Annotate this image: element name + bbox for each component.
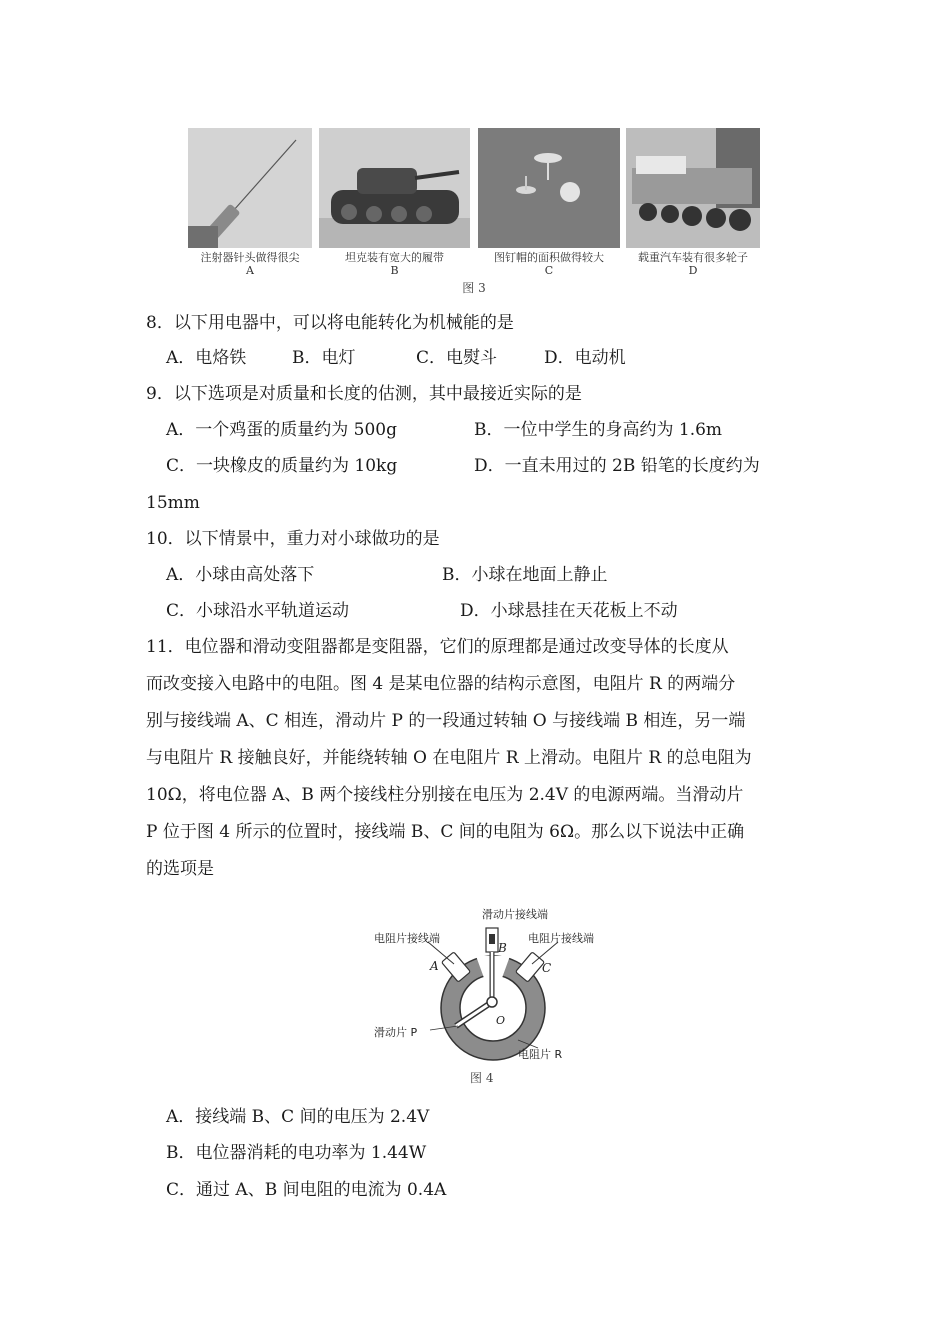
q8-stem: 8．以下用电器中，可以将电能转化为机械能的是 <box>146 313 514 333</box>
caption-b: 坦克装有宽大的履带 B <box>345 251 444 277</box>
q8-option-d: D．电动机 <box>544 348 626 368</box>
caption-c: 图钉帽的面积做得较大 C <box>494 251 604 277</box>
q11-line-1: 11．电位器和滑动变阻器都是变阻器，它们的原理都是通过改变导体的长度从 <box>146 637 729 657</box>
thumbtack-photo <box>478 128 620 248</box>
q8-option-c: C．电熨斗 <box>416 348 498 368</box>
q10-stem: 10．以下情景中，重力对小球做功的是 <box>146 529 440 549</box>
q8-option-a: A．电烙铁 <box>166 348 247 368</box>
label-c: C <box>542 961 552 975</box>
q10-option-d: D．小球悬挂在天花板上不动 <box>460 601 678 621</box>
figure-3 <box>188 128 760 298</box>
q9-option-b: B．一位中学生的身高约为 1.6m <box>474 420 723 440</box>
q11-option-a: A．接线端 B、C 间的电压为 2.4V <box>166 1107 430 1127</box>
label-resistor: 电阻片 R <box>518 1048 563 1061</box>
figure-3-title: 图 3 <box>462 281 486 295</box>
label-slider-terminal: 滑动片接线端 <box>482 908 548 921</box>
label-resistor-terminal-right: 电阻片接线端 <box>528 932 594 945</box>
syringe-photo <box>188 128 312 248</box>
tank-photo <box>319 128 470 248</box>
figure-4 <box>368 898 608 1088</box>
label-b: B <box>498 941 507 955</box>
label-a: A <box>430 959 439 973</box>
q11-line-3: 别与接线端 A、C 相连，滑动片 P 的一段通过转轴 O 与接线端 B 相连，另一端 <box>146 711 746 731</box>
q9-stem: 9．以下选项是对质量和长度的估测，其中最接近实际的是 <box>146 384 582 404</box>
q10-option-b: B．小球在地面上静止 <box>442 565 608 585</box>
truck-photo <box>626 128 760 248</box>
q11-line-2: 而改变接入电路中的电阻。图 4 是某电位器的结构示意图，电阻片 R 的两端分 <box>146 674 736 694</box>
q9-option-d: D．一直未用过的 2B 铅笔的长度约为 <box>474 456 760 476</box>
q10-option-c: C．小球沿水平轨道运动 <box>166 601 350 621</box>
figure-4-title: 图 4 <box>470 1071 494 1085</box>
q11-line-5: 10Ω，将电位器 A、B 两个接线柱分别接在电压为 2.4V 的电源两端。当滑动片 <box>146 785 744 805</box>
q8-option-b: B．电灯 <box>292 348 356 368</box>
potentiometer-diagram <box>368 898 608 1088</box>
q9-option-d-continuation: 15mm <box>146 493 200 513</box>
label-slider: 滑动片 P <box>374 1026 418 1039</box>
q11-option-b: B．电位器消耗的电功率为 1.44W <box>166 1143 427 1163</box>
label-resistor-terminal-left: 电阻片接线端 <box>374 932 440 945</box>
q10-option-a: A．小球由高处落下 <box>166 565 315 585</box>
q11-line-4: 与电阻片 R 接触良好，并能绕转轴 O 在电阻片 R 上滑动。电阻片 R 的总电阻为 <box>146 748 752 768</box>
caption-a: 注射器针头做得很尖 A <box>200 251 300 277</box>
q9-option-c: C．一块橡皮的质量约为 10kg <box>166 456 398 476</box>
q9-option-a: A．一个鸡蛋的质量约为 500g <box>166 420 398 440</box>
label-o: O <box>496 1014 506 1027</box>
q11-option-c: C．通过 A、B 间电阻的电流为 0.4A <box>166 1180 447 1200</box>
q11-line-7: 的选项是 <box>146 859 214 879</box>
q11-line-6: P 位于图 4 所示的位置时，接线端 B、C 间的电阻为 6Ω。那么以下说法中正确 <box>146 822 745 842</box>
caption-d: 载重汽车装有很多轮子 D <box>638 251 748 277</box>
